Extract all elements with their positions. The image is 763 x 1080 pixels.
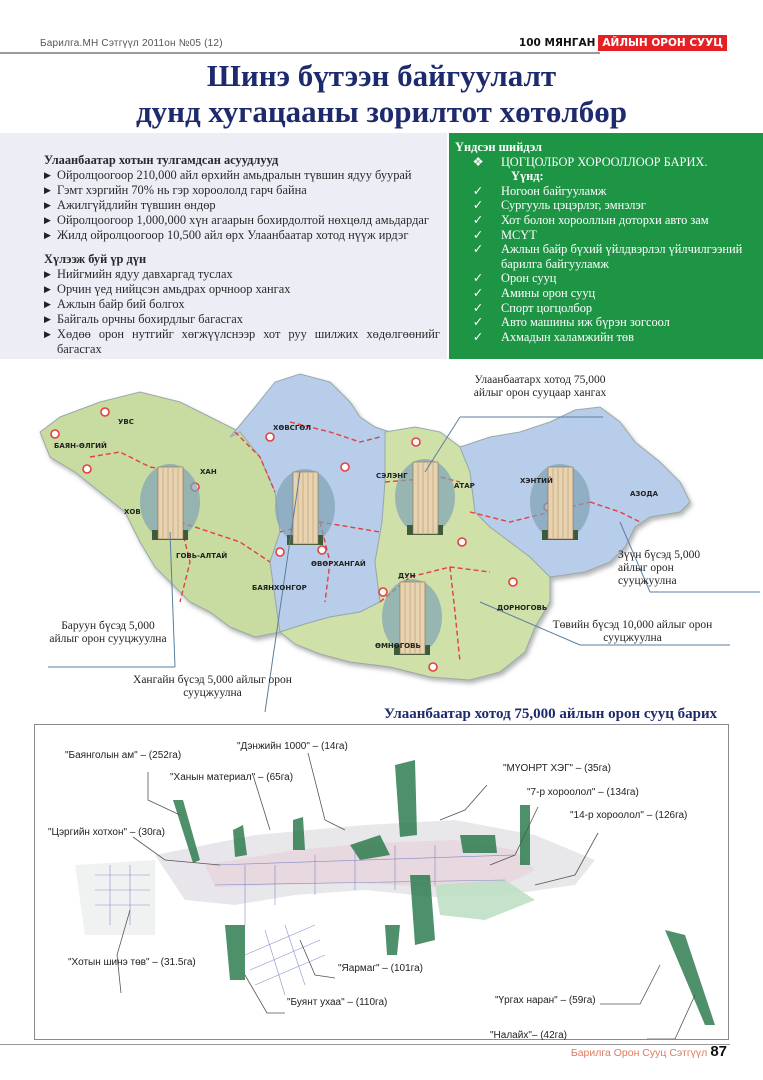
map-graphic	[30, 362, 763, 722]
result-item: ▶ Ажлын байр бий болгох	[44, 297, 440, 312]
apartment-building-icon	[395, 459, 455, 535]
checkmark-icon: ✓	[472, 329, 484, 344]
page-title	[0, 58, 763, 130]
page-footer	[571, 1043, 727, 1060]
title-line-2: дунд хугацааны зорилтот хөтөлбөр	[135, 94, 628, 129]
issues-heading: Улаанбаатар хотын тулгамдсан асуудлууд	[44, 153, 279, 167]
result-item: ▶ Хөдөө орон нутгийг хөгжүүлснээр хот руу шилжих хөдөлгөөнийг багасгах	[44, 327, 440, 357]
province-label: ДУН	[398, 572, 416, 580]
site-label-new-center: "Хотын шинэ төв" – (31.5га)	[68, 957, 196, 968]
province-label: ХЭНТИЙ	[520, 477, 553, 485]
issue-item: ▶ Жилд ойролцоогоор 10,500 айл өрх Улаанбаатар хотод нүүж ирдэг	[44, 228, 440, 243]
result-item: ▶ Байгаль орчны бохирдлыг багасгах	[44, 312, 440, 327]
solution-main-item: ЦОГЦОЛБОР ХОРООЛЛООР БАРИХ.	[501, 154, 708, 169]
city-plan	[34, 724, 729, 1040]
site-label-14th-district: "14-р хороолол" – (126га)	[570, 810, 688, 821]
solution-item: Авто машины иж бүрэн зогсоол	[501, 315, 670, 330]
results-heading: Хүлээж буй үр дүн	[44, 252, 147, 266]
regional-map	[30, 362, 763, 722]
issues-box	[0, 133, 447, 359]
callout-east: Зүүн бүсэд 5,000 айлыг орон сууцжуулна	[618, 549, 701, 587]
province-label: БАЯНХОНГОР	[252, 584, 307, 592]
province-label: СЭЛЭНГ	[376, 472, 408, 480]
checkmark-icon: ✓	[472, 227, 484, 242]
solution-heading: Үндсэн шийдэл	[455, 140, 542, 154]
issue-item: ▶ Гэмт хэргийн 70% нь гэр хороололд гарч байна	[44, 183, 440, 198]
result-item: ▶ Нийгмийн ядуу давхаргад туслах	[44, 267, 440, 282]
province-label: ХӨВСГӨЛ	[273, 424, 312, 432]
province-label: ГОВЬ-АЛТАЙ	[176, 552, 228, 560]
checkmark-icon: ✓	[472, 183, 484, 198]
solution-item: Сургууль цэцэрлэг, эмнэлэг	[501, 198, 646, 213]
site-label-urgakh-naran: "Үргах наран" – (59га)	[495, 995, 596, 1006]
header-rule	[0, 52, 600, 54]
province-label: ХАН	[200, 468, 217, 476]
section-kicker	[519, 35, 727, 51]
site-label-bayangol: "Баянголын ам" – (252га)	[65, 750, 182, 761]
checkmark-icon: ✓	[472, 285, 484, 300]
issue-item: ▶ Ойролцоогоор 1,000,000 хүн агаарын бохирдолтой нөхцөлд амьдардаг	[44, 213, 440, 228]
magazine-name: Барилга Орон Сууц Сэтгүүл	[570, 1047, 708, 1059]
site-label-yarmag: "Яармаг" – (101га)	[338, 963, 423, 974]
solution-item: Спорт цогцолбор	[501, 300, 593, 315]
callout-khangai: Хангайн бүсэд 5,000 айлыг орон сууцжуулна	[133, 674, 292, 699]
issue-info: Барилга.МН Сэтгүүл 2011он №05 (12)	[40, 38, 223, 49]
site-label-buyant-ukhaa: "Буянт ухаа" – (110га)	[287, 997, 388, 1008]
callout-central: Төвийн бүсэд 10,000 айлыг орон сууцжуулна	[552, 619, 713, 644]
province-label: ХОВ	[124, 508, 141, 516]
kicker-black: 100 МЯНГАН	[518, 37, 596, 49]
province-label: АТАР	[454, 482, 475, 490]
checkmark-icon: ✓	[472, 271, 484, 286]
solution-item: Хот болон хорооллын доторхи авто зам	[501, 212, 709, 227]
city-plan-graphic	[35, 725, 728, 1039]
checkmark-icon: ✓	[472, 212, 484, 227]
solution-item: Орон сууц	[501, 271, 557, 286]
solution-box	[449, 133, 763, 359]
province-label: УВС	[118, 418, 134, 426]
callout-west: Баруун бүсэд 5,000 айлыг орон сууцжуулна	[49, 620, 167, 645]
apartment-building-icon	[275, 469, 335, 545]
site-label-7th-district: "7-р хороолол" – (134га)	[527, 787, 639, 798]
solution-subheading: Үүнд:	[511, 169, 544, 184]
results-list	[44, 267, 440, 357]
solution-item: Амины орон сууц	[501, 285, 596, 300]
issue-item: ▶ Ойролцоогоор 210,000 айл өрхийн амьдралын түвшин ядуу буурай	[44, 168, 440, 183]
apartment-building-icon	[530, 464, 590, 540]
solution-item: Ногоон байгууламж	[501, 183, 607, 198]
province-label: ӨВӨРХАНГАЙ	[311, 560, 366, 568]
solution-item: МСҮТ	[501, 227, 537, 242]
title-line-1: Шинэ бүтээн байгуулалт	[206, 58, 557, 93]
site-label-khanyn-material: "Ханын материал" – (65га)	[170, 772, 294, 783]
site-label-tsergiin: "Цэргийн хотхон" – (30га)	[48, 827, 165, 838]
result-item: ▶ Орчин үед нийцсэн амьдрах орчноор хангах	[44, 282, 440, 297]
checkmark-icon: ✓	[472, 242, 484, 257]
issue-item: ▶ Ажилгүйдлийн түвшин өндөр	[44, 198, 440, 213]
apartment-building-icon	[140, 464, 200, 540]
checkmark-icon: ✓	[472, 315, 484, 330]
site-label-muonrt: "МҮОНРТ ХЭГ" – (35га)	[503, 763, 611, 774]
checkmark-icon: ✓	[472, 198, 484, 213]
city-plan-title: Улаанбаатар хотод 75,000 айлын орон сууц барих	[384, 706, 718, 722]
site-label-denjiin: "Дэнжийн 1000" – (14га)	[237, 741, 348, 752]
callout-ulaanbaatar: Улаанбаатарх хотод 75,000 айлыг орон сууцаар хангах	[473, 374, 607, 399]
checkmark-icon: ✓	[472, 300, 484, 315]
province-label: ӨМНӨГОВЬ	[375, 642, 421, 650]
province-label: БАЯН-ӨЛГИЙ	[54, 442, 107, 450]
kicker-red: АЙЛЫН ОРОН СУУЦ	[598, 35, 727, 51]
solution-item: Ахмадын халамжийн төв	[501, 329, 634, 344]
solution-item: Ажлын байр бүхий үйлдвэрлэл үйлчилгээний барилга байгууламж	[501, 242, 743, 271]
diamond-bullet-icon: ❖	[472, 154, 484, 169]
site-label-nalaikh: "Налайх"– (42га)	[490, 1030, 567, 1041]
province-label: ДОРНОГОВЬ	[497, 604, 548, 612]
issues-list	[44, 168, 440, 243]
page-number: 87	[710, 1043, 727, 1060]
province-label: АЗОДА	[630, 490, 658, 498]
